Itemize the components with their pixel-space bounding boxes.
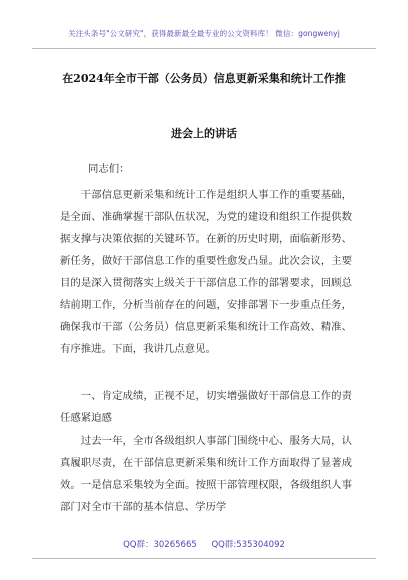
section-1-heading-text: 一、肯定成绩，正视不足，切实增强做好干部信息工作的责任感紧迫感: [60, 390, 352, 424]
footer-divider: [32, 558, 376, 559]
header-banner: 关注头条号"公文研究"，获得最新最全最专业的公文资料库！ 微信：gongwenyj: [68, 29, 340, 38]
paragraph-2-text: 过去一年，全市各级组织人事部门围绕中心、服务大局，认真履职尽责，在干部信息更新采集和统计工作方面取得了显著成效。一是信息采集较为全面。按照干部管理权限，各级组织人事部门对全市干部的基本信息、学历学: [60, 435, 352, 513]
paragraph-1-text: 干部信息更新采集和统计工作是组织人事工作的重要基础，是全面、准确掌握干部队伍状况，为党的建设和组织工作提供数据支撑与决策依据的关键环节。在新的历史时期，面临新形势、新任务，做好干部信息工作的重要性愈发凸显。此次会议，主要目的是深入贯彻落实上级关于干部信息工作的部署要求，回顾总结前期工作，分析当前存在的问题，安排部署下一步重点任务，确保我市干部（公务员）信息更新采集和统计工作高效、精准、有序推进。下面，我讲几点意见。: [60, 189, 352, 355]
greeting: 同志们：: [88, 163, 130, 175]
document-title-line2: 进会上的讲话: [171, 127, 237, 140]
footer-qq-group-2: QQ群:535304092: [211, 540, 285, 550]
body-paragraph-2: [60, 430, 352, 518]
footer-contact: [0, 538, 408, 550]
header-divider: [32, 48, 376, 49]
section-1-heading: [60, 385, 352, 429]
document-title-line1: 在2024年全市干部（公务员）信息更新采集和统计工作推: [62, 72, 346, 85]
body-paragraph-1: [60, 184, 352, 360]
footer-qq-group-1: QQ群：30265665: [123, 540, 197, 550]
